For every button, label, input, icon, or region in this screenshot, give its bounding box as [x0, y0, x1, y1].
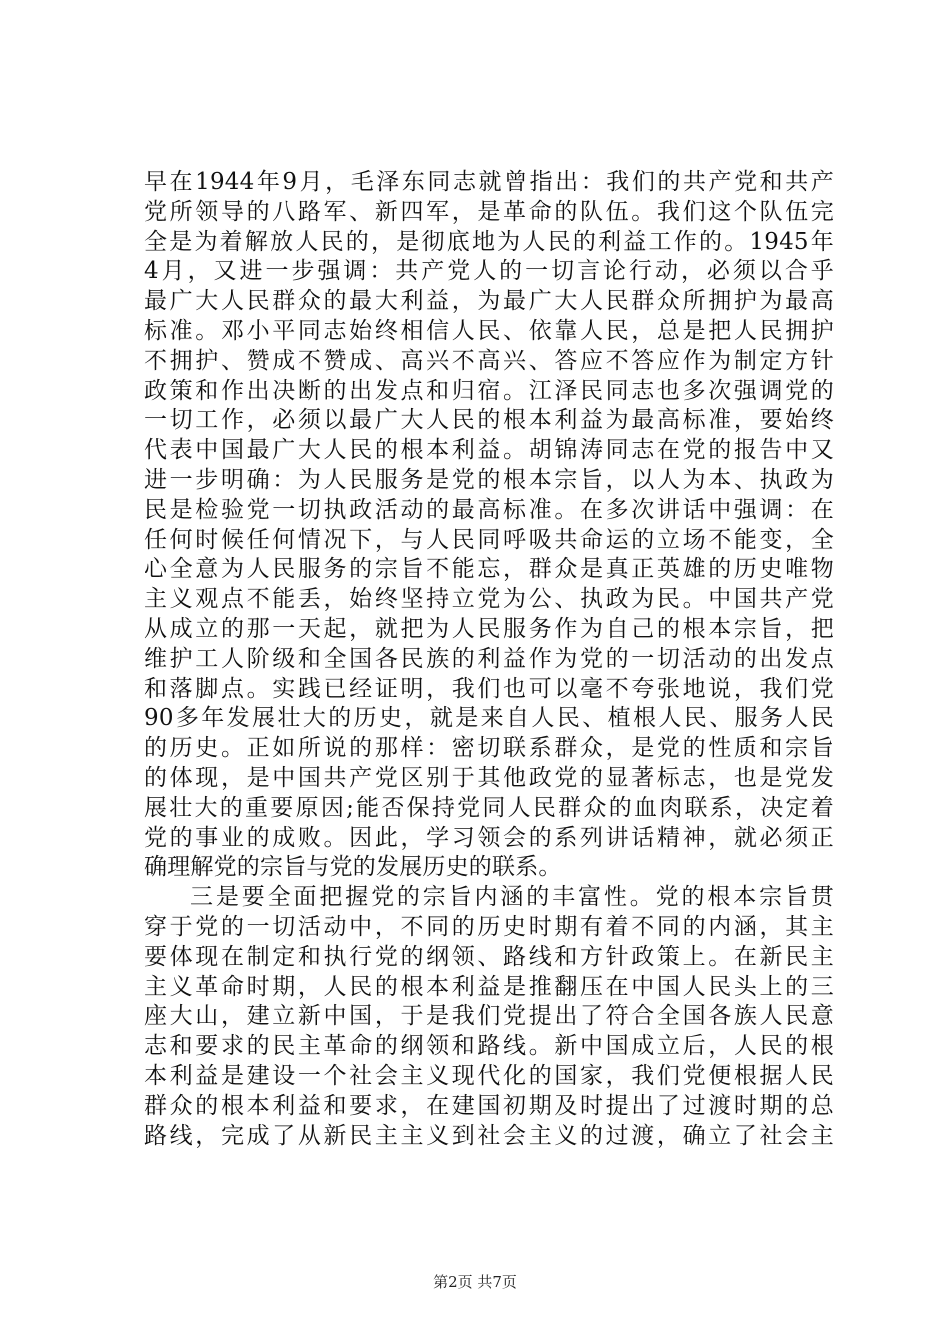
text-line: 不拥护、赞成不赞成、高兴不高兴、答应不答应作为制定方针 — [144, 347, 834, 374]
text-line: 维护工人阶级和全国各民族的利益作为党的一切活动的出发点 — [144, 645, 834, 672]
text-line: 本利益是建设一个社会主义现代化的国家，我们党便根据人民 — [144, 1062, 834, 1089]
text-line: 穿于党的一切活动中，不同的历史时期有着不同的内涵，其主 — [144, 913, 834, 940]
body-text — [144, 168, 834, 1151]
text-line: 一切工作，必须以最广大人民的根本利益为最高标准，要始终 — [144, 407, 834, 434]
text-line: 最广大人民群众的最大利益，为最广大人民群众所拥护为最高 — [144, 288, 834, 315]
text-line: 要体现在制定和执行党的纲领、路线和方针政策上。在新民主 — [144, 943, 834, 970]
text-line: 民是检验党一切执政活动的最高标准。在多次讲话中强调：在 — [144, 496, 834, 523]
text-line: 进一步明确：为人民服务是党的根本宗旨，以人为本、执政为 — [144, 466, 834, 493]
text-line: 全是为着解放人民的，是彻底地为人民的利益工作的。1945年 — [144, 228, 834, 255]
text-line: 标准。邓小平同志始终相信人民、依靠人民，总是把人民拥护 — [144, 317, 834, 344]
text-line: 代表中国最广大人民的根本利益。胡锦涛同志在党的报告中又 — [144, 437, 834, 464]
text-line: 党所领导的八路军、新四军，是革命的队伍。我们这个队伍完 — [144, 198, 834, 225]
text-line: 心全意为人民服务的宗旨不能忘，群众是真正英雄的历史唯物 — [144, 556, 834, 583]
text-line: 和落脚点。实践已经证明，我们也可以毫不夸张地说，我们党 — [144, 675, 834, 702]
text-line: 展壮大的重要原因;能否保持党同人民群众的血肉联系，决定着 — [144, 794, 834, 821]
text-line: 志和要求的民主革命的纲领和路线。新中国成立后，人民的根 — [144, 1033, 834, 1060]
text-line: 主义观点不能丢，始终坚持立党为公、执政为民。中国共产党 — [144, 586, 834, 613]
text-line: 路线，完成了从新民主主义到社会主义的过渡，确立了社会主 — [144, 1122, 834, 1149]
text-line: 党的事业的成败。因此，学习领会的系列讲话精神，就必须正 — [144, 824, 834, 851]
text-line: 政策和作出决断的出发点和归宿。江泽民同志也多次强调党的 — [144, 377, 834, 404]
page-footer: 第2页 共7页 — [433, 1273, 517, 1291]
text-line: 座大山，建立新中国，于是我们党提出了符合全国各族人民意 — [144, 1003, 834, 1030]
paragraph-end-line: 确理解党的宗旨与党的发展历史的联系。 — [144, 854, 562, 881]
paragraph-start-line: 三是要全面把握党的宗旨内涵的丰富性。党的根本宗旨贯 — [190, 884, 834, 911]
text-line: 早在1944年9月，毛泽东同志就曾指出：我们的共产党和共产 — [144, 169, 834, 195]
text-line: 4月，又进一步强调：共产党人的一切言论行动，必须以合乎 — [144, 258, 834, 285]
text-line: 90多年发展壮大的历史，就是来自人民、植根人民、服务人民 — [144, 705, 834, 732]
text-line: 群众的根本利益和要求，在建国初期及时提出了过渡时期的总 — [144, 1092, 834, 1119]
text-line: 从成立的那一天起，就把为人民服务作为自己的根本宗旨，把 — [144, 615, 834, 642]
text-line: 的体现，是中国共产党区别于其他政党的显著标志，也是党发 — [144, 764, 834, 791]
text-line: 主义革命时期，人民的根本利益是推翻压在中国人民头上的三 — [144, 973, 834, 1000]
text-line: 的历史。正如所说的那样：密切联系群众，是党的性质和宗旨 — [144, 735, 834, 762]
text-line: 任何时候任何情况下，与人民同呼吸共命运的立场不能变，全 — [144, 526, 834, 553]
